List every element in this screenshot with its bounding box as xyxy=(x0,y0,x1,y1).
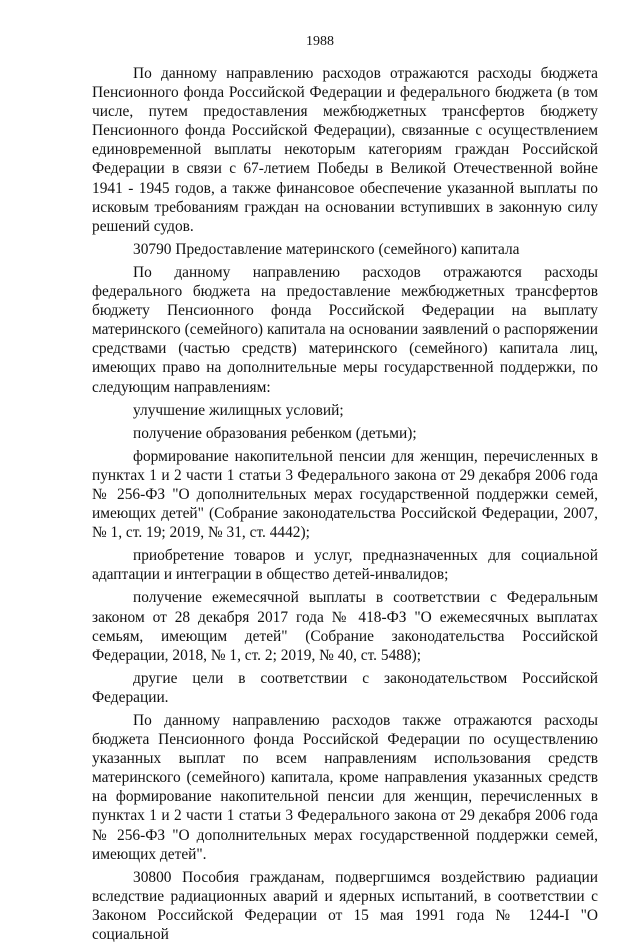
heading-30790: 30790 Предоставление материнского (семейного) капитала xyxy=(133,240,520,258)
paragraph-pension-fund-expenses: По данному направлению расходов также отражаются расходы бюджета Пенсионного фонда Российской Федерации по осуществлению указанных выплат по всем направлениям использования средств материнского (семейного) капитала, кроме направления указанных средств на формирование накопительной пенсии для женщин, перечисленных в пунктах 1 и 2 части 1 статьи 3 Федерального закона от 29 декабря 2006 года № 256-ФЗ "О дополнительных мерах государственной поддержки семей, имеющих детей". xyxy=(92,712,598,863)
list-item-monthly-payment: получение ежемесячной выплаты в соответствии с Федеральным законом от 28 декабря 2017 года № 418-ФЗ "О ежемесячных выплатах семьям, имеющим детей" (Собрание законодательства Российской Федерации, 2018, № 1, ст. 2; 2019, № 40, ст. 5488); xyxy=(92,589,598,664)
list-item-education: получение образования ребенком (детьми); xyxy=(133,424,417,442)
paragraph-67-anniversary-payment: По данному направлению расходов отражаются расходы бюджета Пенсионного фонда Российской Федерации и федерального бюджета (в том числе, путем предоставления межбюджетных трансфертов бюджету Пенсионного фонда Российской Федерации), связанные с осуществлением единовременной выплаты некоторым категориям граждан Российской Федерации в связи с 67-летием Победы в Великой Отечественной войне 1941 - 1945 годов, а также финансовое обеспечение указанной выплаты по исковым требованиям граждан на основании вступивших в законную силу решений судов. xyxy=(92,65,598,235)
list-item-housing: улучшение жилищных условий; xyxy=(133,401,344,419)
paragraph-maternity-capital: По данному направлению расходов отражаются расходы федерального бюджета на предоставление межбюджетных трансфертов бюджету Пенсионного фонда Российской Федерации на выплату материнского (семейного) капитала на основании заявлений о распоряжении средствами (частью средств) материнского (семейного) капитала лиц, имеющих право на дополнительные меры государственной поддержки, по следующим направлениям: xyxy=(92,263,598,396)
list-item-disabled-children: приобретение товаров и услуг, предназначенных для социальной адаптации и интеграции в общество детей-инвалидов; xyxy=(92,547,598,584)
paragraph-30800: 30800 Пособия гражданам, подвергшимся воздействию радиации вследствие радиационных аварий и ядерных испытаний, в соответствии с Законом Российской Федерации от 15 мая 1991 года № 1244-I "О социальной xyxy=(92,868,598,944)
list-item-pension: формирование накопительной пенсии для женщин, перечисленных в пунктах 1 и 2 части 1 статьи 3 Федерального закона от 29 декабря 2006 года № 256-ФЗ "О дополнительных мерах государственной поддержки семей, имеющих детей" (Собрание законодательства Российской Федерации, 2007, № 1, ст. 19; 2019, № 31, ст. 4442); xyxy=(92,447,598,542)
page-number: 1988 xyxy=(306,34,334,49)
document-body xyxy=(92,64,598,944)
list-item-other-purposes: другие цели в соответствии с законодательством Российской Федерации. xyxy=(92,669,598,706)
